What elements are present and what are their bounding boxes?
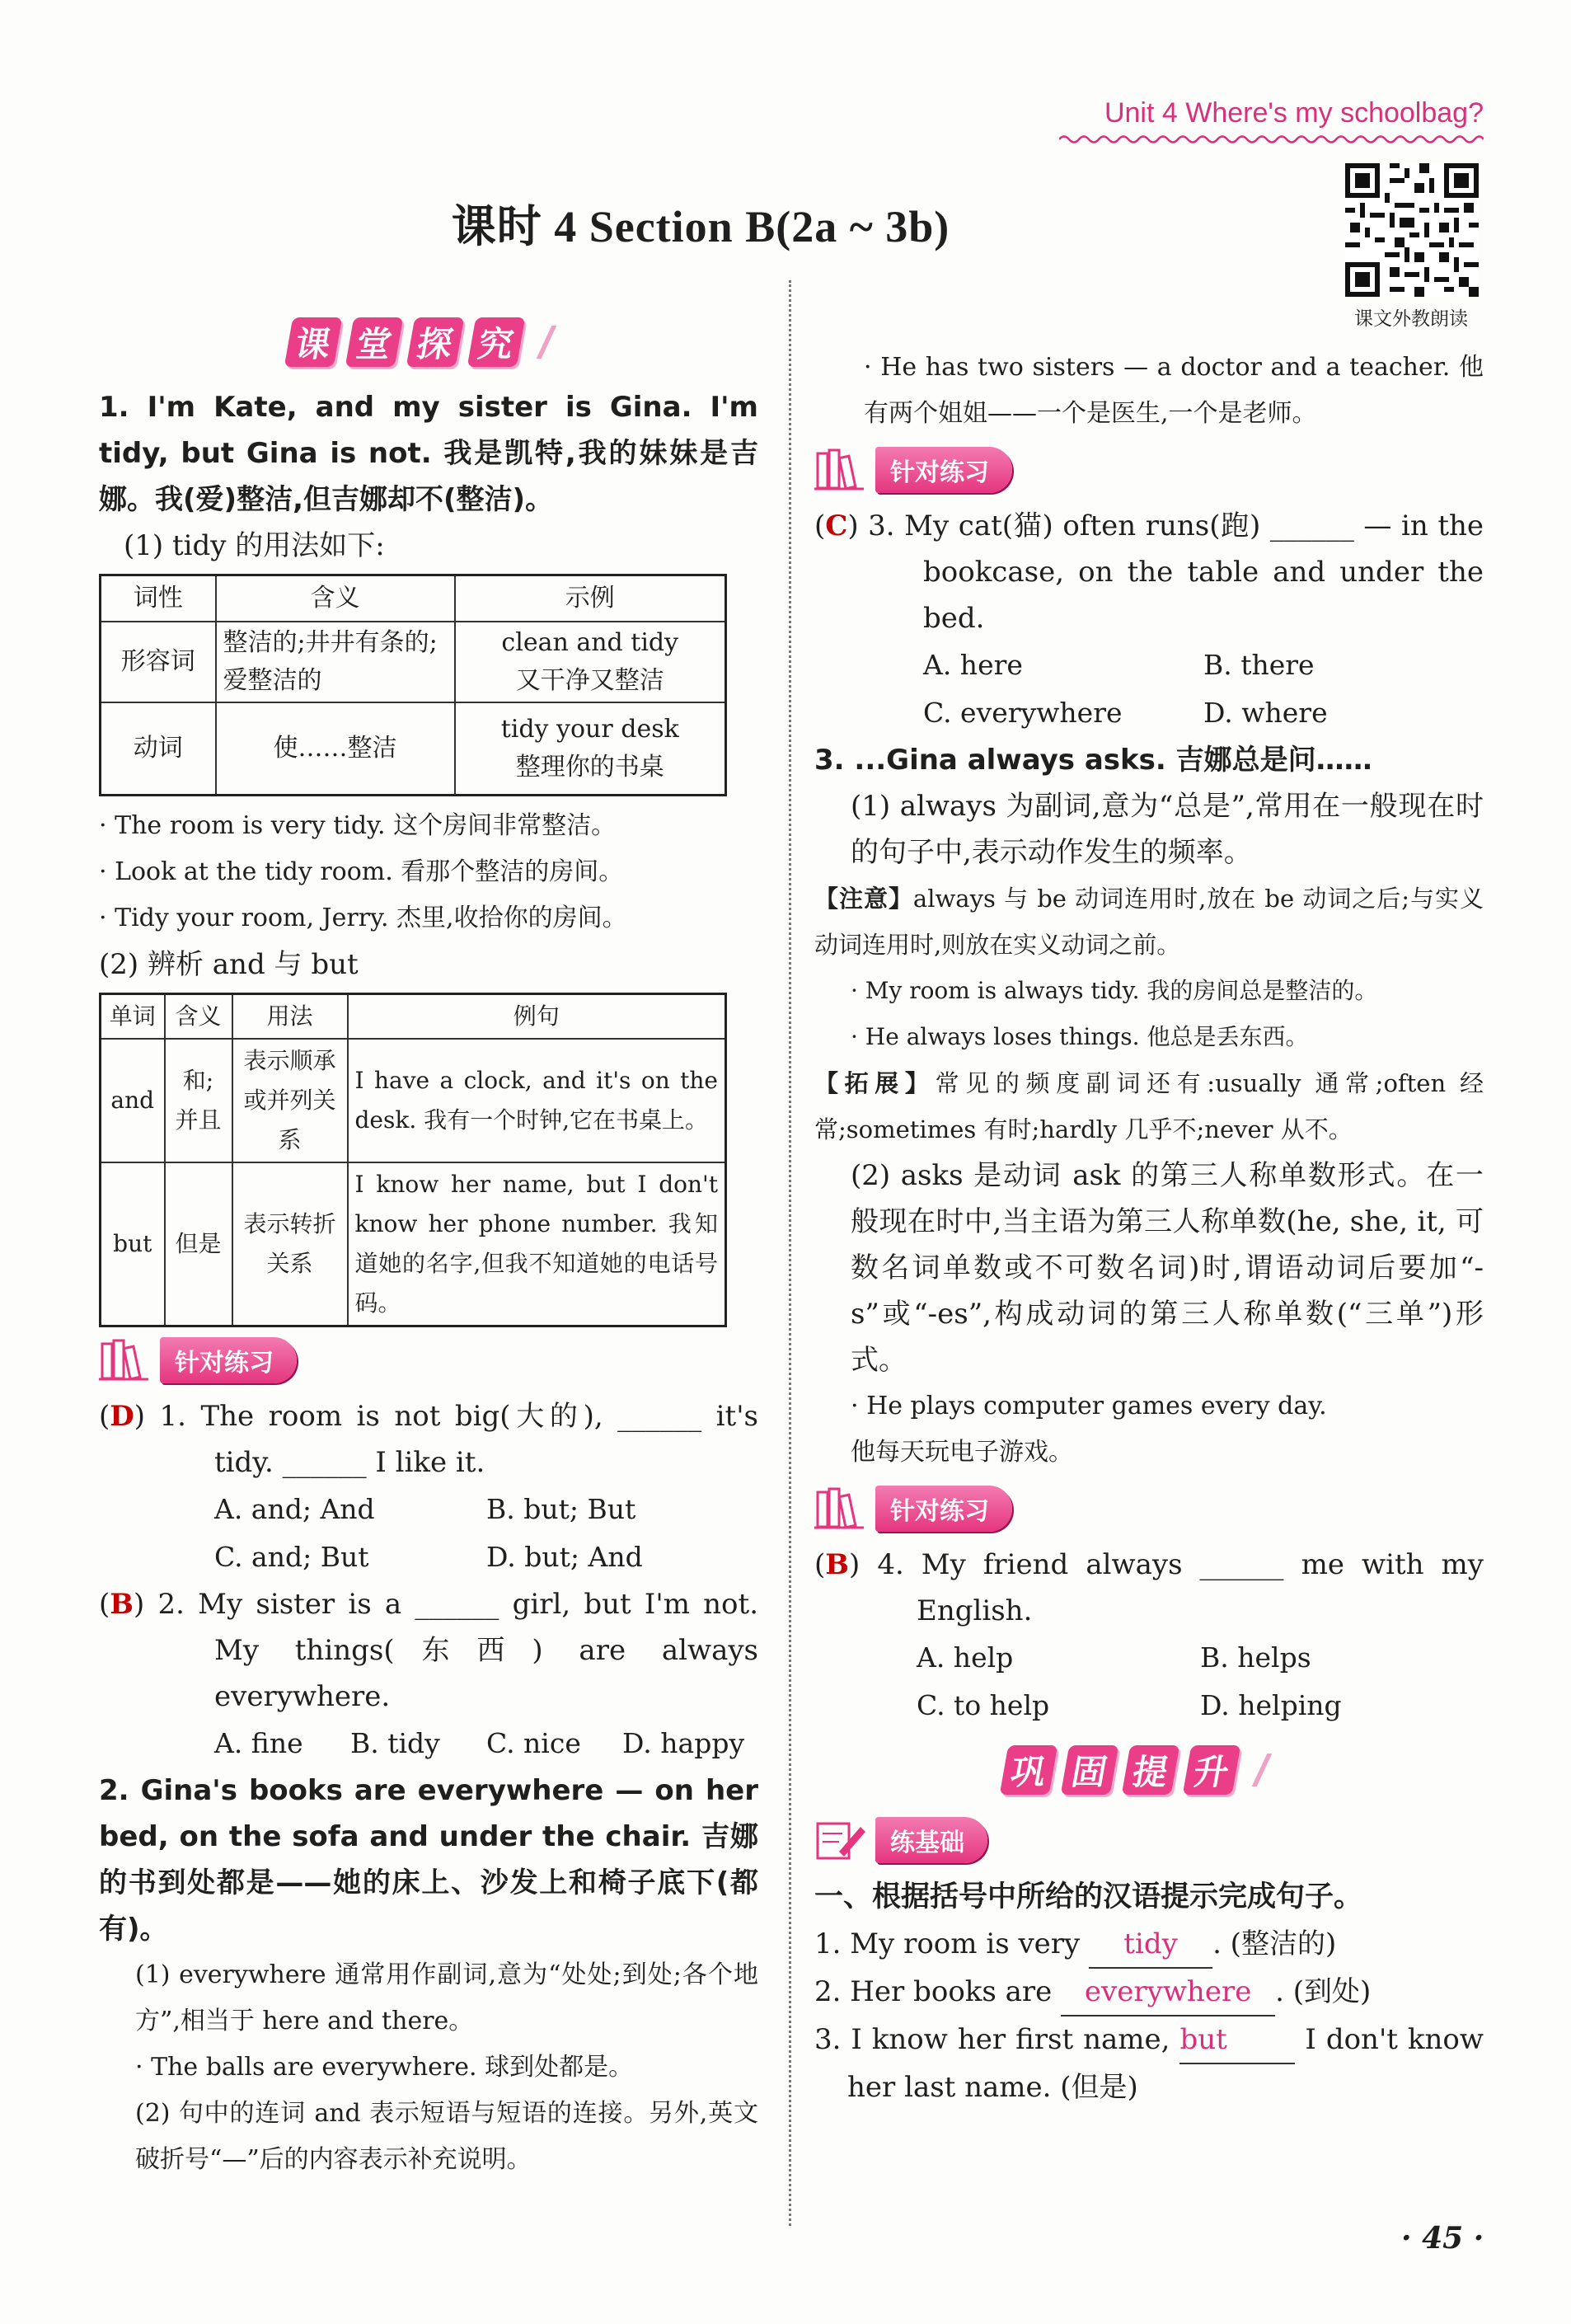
exercise-title: 一、根据括号中所给的汉语提示完成句子。: [814, 1880, 1363, 1913]
page-number: · 45 ·: [1401, 2221, 1484, 2256]
table-header-cell: 示例: [455, 575, 726, 622]
exercise-item: [814, 1969, 1484, 2016]
exercise-suffix: . (到处): [1275, 1975, 1372, 2008]
practice-header: [99, 1336, 758, 1385]
point2-sub1: (1) everywhere 通常用作副词,意为“处处;到处;各个地方”,相当于 here and there。: [135, 1960, 758, 2035]
table-cell: 和;并且: [165, 1039, 232, 1162]
table-header-row: [101, 993, 726, 1039]
answer-key: B: [110, 1587, 134, 1621]
example-sentence: · The room is very tidy. 这个房间非常整洁。: [99, 810, 617, 840]
table-row: [101, 702, 726, 795]
practice-header: [814, 445, 1484, 495]
option[interactable]: A. fine: [214, 1726, 303, 1759]
explore-banner-char: 究: [467, 317, 526, 367]
extension-label: 【拓展】: [814, 1069, 936, 1097]
option[interactable]: A. here: [923, 649, 1023, 681]
example-sentence: · My room is always tidy. 我的房间总是整洁的。: [851, 977, 1378, 1004]
point2-sub2: (2) 句中的连词 and 表示短语与短语的连接。另外,英文破折号“—”后的内容表示补充说明。: [135, 2098, 758, 2174]
option[interactable]: C. everywhere: [923, 697, 1123, 729]
option[interactable]: C. nice: [486, 1726, 581, 1759]
option[interactable]: C. to help: [917, 1689, 1050, 1721]
basic-header: [814, 1815, 1484, 1865]
question-stem: 1. The room is not big(大的), ______ it's tidy. ______ I like it.: [159, 1399, 758, 1479]
extension: [814, 1060, 1484, 1153]
right-column: [814, 345, 1484, 2110]
q2-options: [99, 1720, 758, 1768]
exercise-prefix: 2. Her books are: [814, 1975, 1053, 2008]
question-stem: 2. My sister is a ______ girl, but I'm not. My things(东西) are always everywhere.: [157, 1587, 758, 1713]
exercise-item: [814, 2016, 1484, 2110]
answer-key: B: [825, 1548, 850, 1581]
note-label: 【注意】: [814, 885, 913, 913]
exercise-suffix: I don't know her last name. (但是): [847, 2023, 1484, 2104]
table-cell: 但是: [165, 1162, 232, 1326]
banner-slash-decoration: [525, 326, 557, 359]
question-4: (B) 4. My friend always ______ me with my English.: [814, 1548, 1484, 1627]
table-header-cell: 含义: [216, 575, 455, 622]
answer-blank[interactable]: everywhere: [1061, 1969, 1275, 2016]
point3-sub2: (2) asks 是动词 ask 的第三人称单数形式。在一般现在时中,当主语为第三人称单数(he, she, it, 可数名词单数或不可数名词)时,谓语动词后要加“-s”或“-es”,构成动词的第三人称单数(“三单”)形式。: [851, 1159, 1484, 1377]
option[interactable]: D. happy: [622, 1726, 745, 1759]
qr-caption: 课文外教朗读: [1354, 308, 1468, 330]
table-cell: I know her name, but I don't know her phone number. 我知道她的名字,但我不知道她的电话号码。: [348, 1162, 726, 1326]
option[interactable]: C. and; But: [214, 1540, 369, 1573]
example-translation: 他每天玩电子游戏。: [851, 1438, 1073, 1467]
exercise-item: [814, 1921, 1484, 1969]
option[interactable]: A. help: [917, 1641, 1014, 1674]
exercise-prefix: 1. My room is very: [814, 1927, 1081, 1960]
exercise-prefix: 3. I know her first name,: [814, 2023, 1170, 2056]
example-en: tidy your desk: [500, 714, 679, 744]
example-zh: 整理你的书桌: [515, 752, 664, 782]
table-row: [101, 1039, 726, 1162]
example-sentence: · He has two sisters — a doctor and a teacher. 他有两个姐姐——一个是医生,一个是老师。: [864, 353, 1484, 428]
example-sentence: · Tidy your room, Jerry. 杰里,收拾你的房间。: [99, 903, 627, 932]
answer-key: C: [825, 509, 848, 542]
exercise-suffix: . (整洁的): [1212, 1927, 1337, 1960]
consolidate-banner-char: 升: [1183, 1745, 1241, 1795]
column-divider: [789, 280, 791, 2226]
unit-header-wave-underline: [1059, 134, 1484, 145]
table-cell: [455, 622, 726, 702]
q4-options: [814, 1634, 1484, 1730]
books-icon: [814, 1487, 867, 1530]
question-stem: 3. My cat(猫) often runs(跑) ______ — in the bookcase, on the table and under the bed.: [868, 509, 1484, 635]
consolidate-banner-char: 固: [1061, 1745, 1119, 1795]
option[interactable]: A. and; And: [214, 1492, 375, 1525]
explore-banner-char: 探: [406, 317, 465, 367]
unit-header: Unit 4 Where's my schoolbag?: [1104, 97, 1484, 129]
option[interactable]: D. helping: [1200, 1689, 1342, 1721]
extension-text: 常见的频度副词还有:usually 通常;often 经常;sometimes 有时;hardly 几乎不;never 从不。: [814, 1069, 1484, 1143]
explore-banner-char: 堂: [345, 317, 404, 367]
option[interactable]: D. where: [1203, 697, 1328, 729]
example-sentence: · He plays computer games every day.: [851, 1392, 1327, 1420]
option[interactable]: B. tidy: [350, 1726, 440, 1759]
note: [814, 876, 1484, 968]
question-2: (B) 2. My sister is a ______ girl, but I'm not. My things(东西) are always everywhere.: [99, 1587, 758, 1713]
table-header-cell: 单词: [101, 993, 165, 1039]
consolidate-banner: [814, 1741, 1484, 1807]
left-column: [99, 313, 758, 2183]
table-header-cell: 用法: [232, 993, 348, 1039]
point1-sub2: (2) 辨析 and 与 but: [99, 947, 359, 981]
point2-heading: 2. Gina's books are everywhere — on her bed, on the sofa and under the chair. 吉娜的书到处都是——她的床上、沙发上和椅子底下(都有)。: [99, 1773, 758, 1946]
table-cell: and: [101, 1039, 165, 1162]
table-header-row: [101, 575, 726, 622]
example-zh: 又干净又整洁: [515, 666, 664, 695]
option[interactable]: B. helps: [1200, 1641, 1311, 1674]
point1-heading: 1. I'm Kate, and my sister is Gina. I'm tidy, but Gina is not. 我是凯特,我的妹妹是吉娜。我(爱)整洁,但吉娜却不(整洁)。: [99, 391, 758, 516]
table-cell: 动词: [101, 702, 216, 795]
table-cell: but: [101, 1162, 165, 1326]
table-header-cell: 含义: [165, 993, 232, 1039]
example-en: clean and tidy: [501, 628, 679, 657]
tidy-usage-table: [99, 574, 727, 796]
example-sentence: · The balls are everywhere. 球到处都是。: [135, 2052, 634, 2082]
practice-label: 针对练习: [875, 1486, 1012, 1532]
qr-code-icon[interactable]: [1345, 163, 1479, 297]
and-but-table: [99, 993, 727, 1327]
table-cell: 表示转折关系: [232, 1162, 348, 1326]
table-cell: 表示顺承或并列关系: [232, 1039, 348, 1162]
option[interactable]: B. but; But: [486, 1492, 636, 1525]
example-sentence: · Look at the tidy room. 看那个整洁的房间。: [99, 857, 624, 886]
lesson-title: 课时 4 Section B(2a ~ 3b): [451, 202, 950, 251]
answer-blank[interactable]: but: [1179, 2016, 1295, 2064]
table-cell: [455, 702, 726, 795]
practice-label: 针对练习: [160, 1337, 297, 1383]
explore-banner-char: 课: [284, 317, 343, 367]
basic-label: 练基础: [875, 1817, 987, 1863]
point3-heading: 3. ...Gina always asks. 吉娜总是问……: [814, 744, 1372, 777]
practice-header: [814, 1484, 1484, 1533]
books-icon: [99, 1339, 152, 1382]
question-3: (C) 3. My cat(猫) often runs(跑) ______ — in the bookcase, on the table and under the bed.: [814, 509, 1484, 635]
consolidate-banner-char: 提: [1122, 1745, 1180, 1795]
table-cell: 使……整洁: [216, 702, 455, 795]
explore-banner: [99, 313, 758, 379]
option[interactable]: B. there: [1203, 649, 1315, 681]
practice-label: 针对练习: [875, 447, 1012, 493]
books-icon: [814, 448, 867, 491]
example-sentence: · He always loses things. 他总是丢东西。: [851, 1023, 1309, 1050]
pencil-note-icon: [814, 1819, 867, 1862]
banner-slash-decoration: [1240, 1754, 1273, 1786]
table-row: [101, 622, 726, 702]
answer-key: D: [110, 1399, 134, 1433]
q3-options: [814, 641, 1484, 737]
answer-blank[interactable]: tidy: [1089, 1921, 1212, 1969]
question-stem: 4. My friend always ______ me with my English.: [877, 1548, 1484, 1627]
table-header-cell: 词性: [101, 575, 216, 622]
consolidate-banner-char: 巩: [1000, 1745, 1058, 1795]
option[interactable]: D. but; And: [486, 1540, 643, 1573]
table-cell: I have a clock, and it's on the desk. 我有一个时钟,它在书桌上。: [348, 1039, 726, 1162]
note-text: always 与 be 动词连用时,放在 be 动词之后;与实义动词连用时,则放在实义动词之前。: [814, 885, 1484, 959]
question-1: (D) 1. The room is not big(大的), ______ it's tidy. ______ I like it.: [99, 1399, 758, 1479]
point1-sub1: (1) tidy 的用法如下:: [124, 529, 385, 562]
table-row: [101, 1162, 726, 1326]
table-header-cell: 例句: [348, 993, 726, 1039]
table-cell: 整洁的;井井有条的;爱整洁的: [216, 622, 455, 702]
point3-sub1: (1) always 为副词,意为“总是”,常用在一般现在时的句子中,表示动作发生的频率。: [851, 790, 1484, 869]
table-cell: 形容词: [101, 622, 216, 702]
q1-options: [99, 1486, 758, 1581]
